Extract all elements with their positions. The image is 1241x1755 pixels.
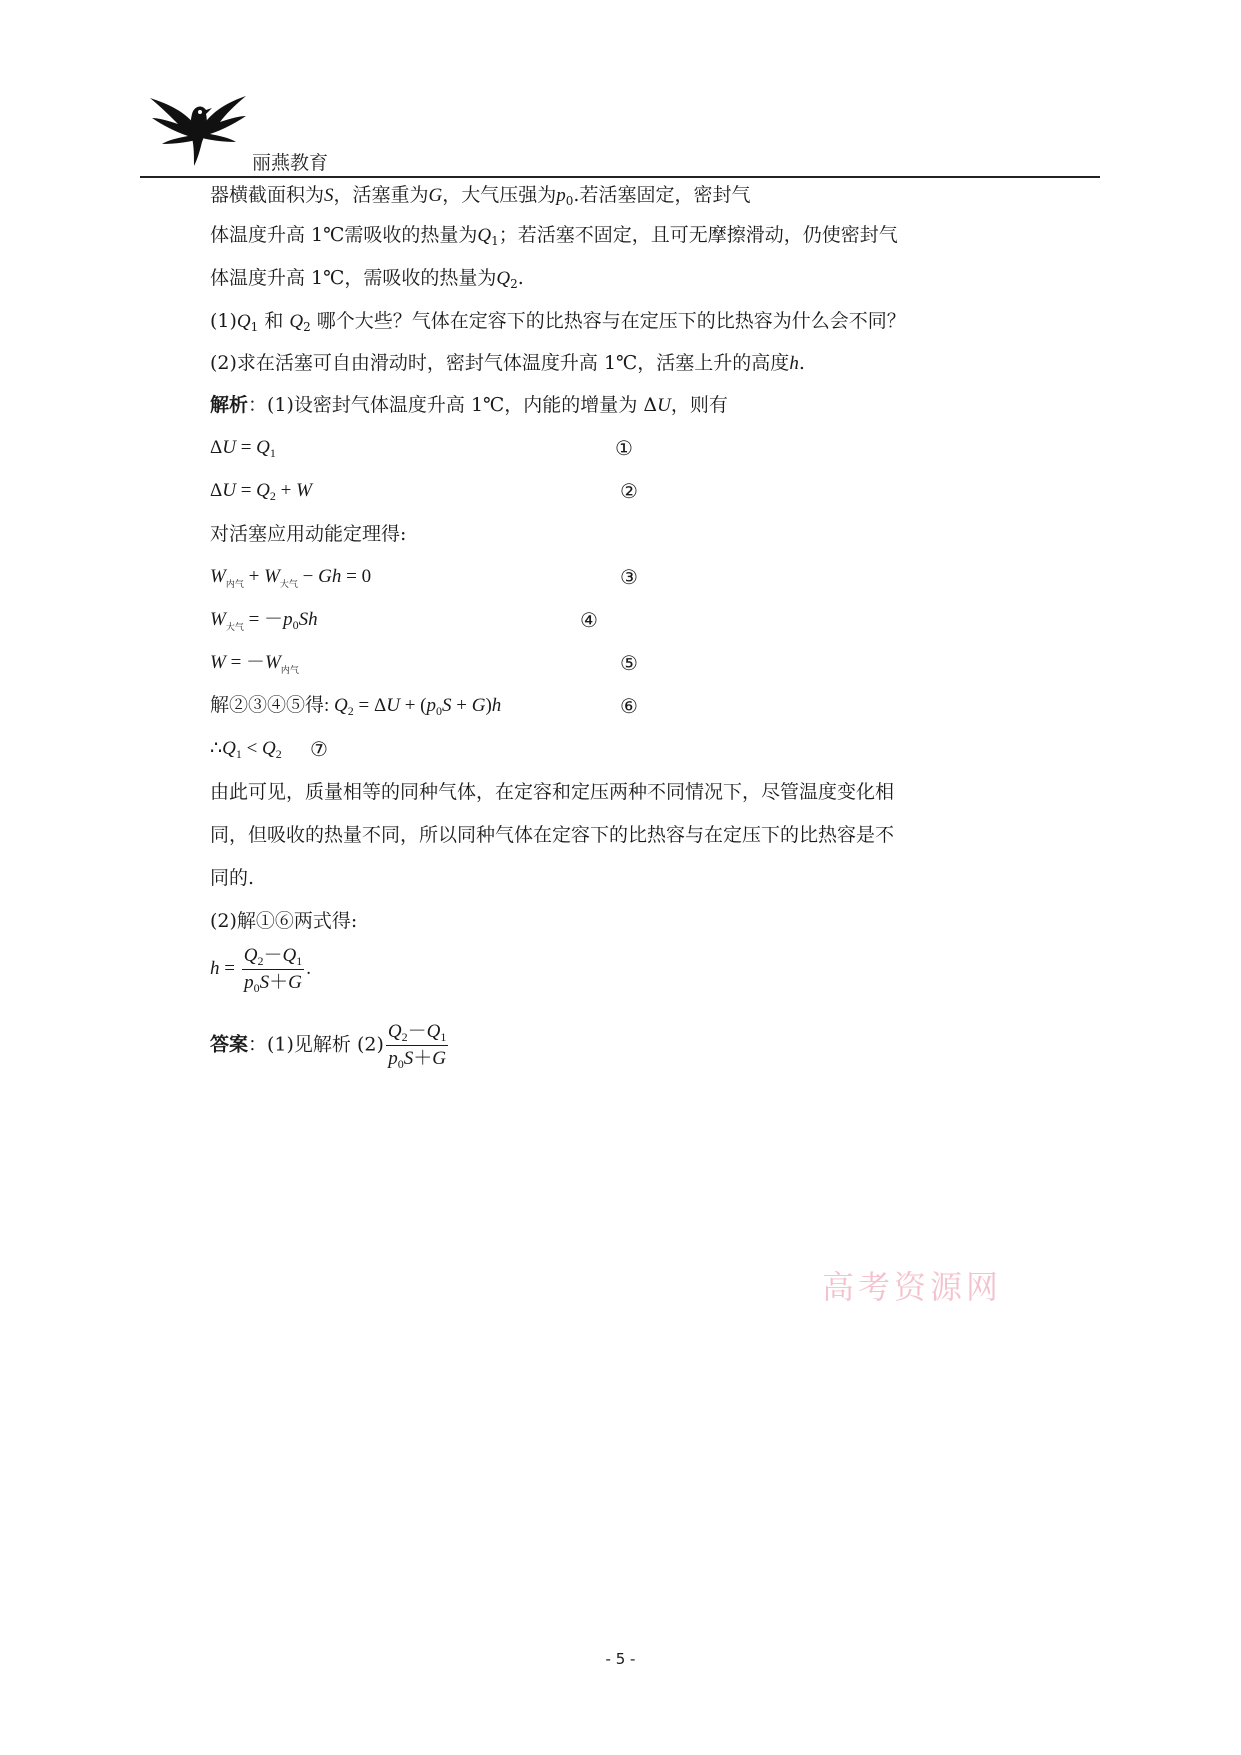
problem-line-2: 体温度升高 1℃需吸收的热量为$Q_1$；若活塞不固定，且可无摩擦滑动，仍使密封气 <box>210 224 898 248</box>
question-1: $(1)Q_1$ 和 $Q_2$ 哪个大些？气体在定容下的比热容与在定压下的比热容为什么会不同？ <box>210 310 906 334</box>
height-fraction: $\frac{Q_2-Q_1}{p_0S+G}$ <box>243 945 303 995</box>
equation-6-number: ⑥ <box>620 694 638 718</box>
equation-2-number: ② <box>620 479 638 503</box>
answer-line: 答案：(1)见解析 (2) $\frac{Q_2-Q_1}{p_0S+G}$ <box>210 1021 447 1071</box>
equation-2: $\Delta U = Q_2 + W$ <box>210 480 312 503</box>
equation-1: $\Delta U = Q_1$ <box>210 437 276 460</box>
equation-5-number: ⑤ <box>620 651 638 675</box>
header-divider <box>140 176 1100 178</box>
conclusion-line-3: 同的. <box>210 867 255 889</box>
equation-7-number: ⑦ <box>310 737 328 761</box>
equation-4-number: ④ <box>580 608 598 632</box>
equation-5: $W = -W_{内气}$ <box>210 652 299 675</box>
equation-4: $W_{大气} = -p_0Sh$ <box>210 609 318 632</box>
brand-name: 丽燕教育 <box>252 152 329 174</box>
liyan-logo <box>148 92 248 172</box>
equation-3-number: ③ <box>620 565 638 589</box>
conclusion-line-2: 同，但吸收的热量不同，所以同种气体在定容下的比热容与在定压下的比热容是不 <box>210 824 895 846</box>
part-2-statement: (2)解①⑥两式得: <box>210 910 358 932</box>
problem-line-3: 体温度升高 1℃，需吸收的热量为$Q_2$. <box>210 267 524 291</box>
piston-statement: 对活塞应用动能定理得: <box>210 523 407 545</box>
conclusion-line-1: 由此可见，质量相等的同种气体，在定容和定压两种不同情况下，尽管温度变化相 <box>210 781 895 803</box>
problem-line-1: 器横截面积为S，活塞重为G，大气压强为$p_0$.若活塞固定，密封气 <box>210 184 751 208</box>
answer-fraction: $\frac{Q_2-Q_1}{p_0S+G}$ <box>387 1021 447 1071</box>
solution-intro: 解析：(1)设密封气体温度升高 1℃，内能的增量为 ΔU，则有 <box>210 394 728 416</box>
page-number: - 5 - <box>605 1650 636 1668</box>
height-formula: h = $\frac{Q_2-Q_1}{p_0S+G}$ . <box>210 945 311 995</box>
equation-1-number: ① <box>615 436 633 460</box>
equation-7: $\therefore Q_1 < Q_2$ <box>210 738 282 761</box>
question-2: (2)求在活塞可自由滑动时，密封气体温度升高 1℃，活塞上升的高度h. <box>210 352 805 374</box>
watermark-stamp: 高考资源网 <box>822 1268 1003 1306</box>
equation-3: $W_{内气} + W_{大气} - Gh = 0$ <box>210 566 372 589</box>
equation-6: 解②③④⑤得: $Q_2 = \Delta U + (p_0S + G)h$ <box>210 695 502 718</box>
